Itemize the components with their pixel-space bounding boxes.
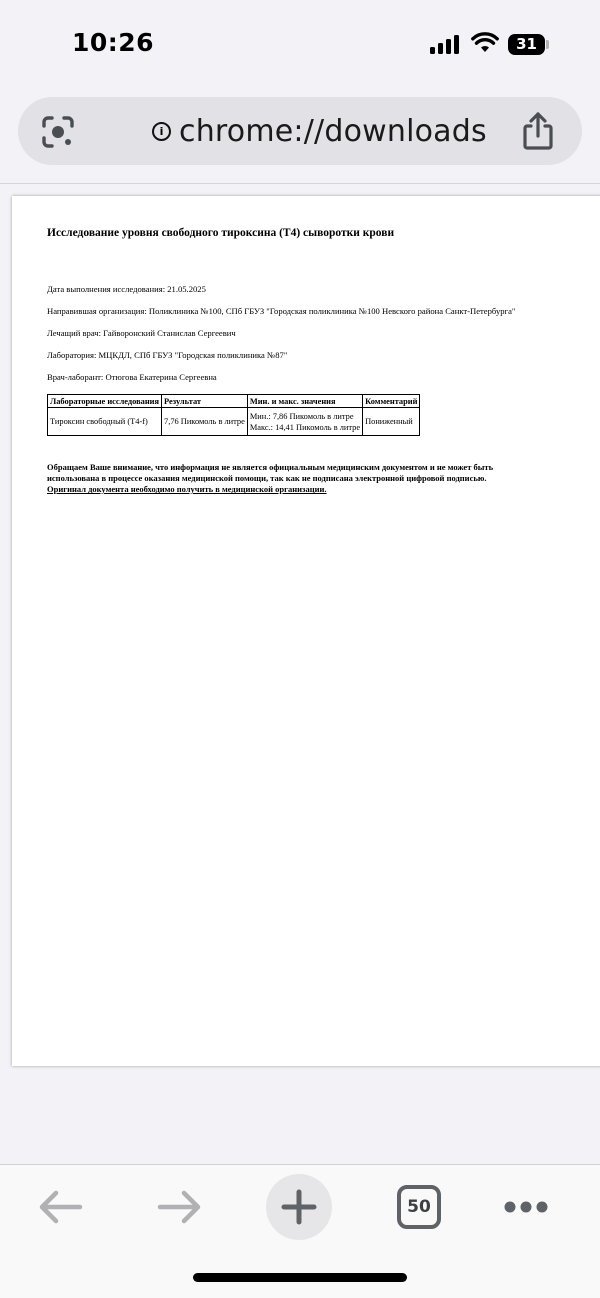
table-row — [48, 408, 420, 436]
column-header-test: Лабораторные исследования — [48, 395, 162, 408]
notice-line-2: использована в процессе оказания медицинской помощи, так как не подписана электронной цифровой подписью. — [47, 473, 487, 483]
forward-arrow-icon — [157, 1189, 203, 1225]
back-button[interactable] — [32, 1183, 88, 1231]
range-max: Макс.: 14,41 Пикомоль в литре — [249, 422, 361, 432]
address-bar[interactable] — [18, 97, 582, 165]
url-text[interactable]: chrome://downloads — [179, 113, 487, 149]
notice-line-3: Оригинал документа необходимо получить в медицинской организации. — [47, 484, 327, 494]
meta-laboratory: Лаборатория: МЦКДЛ, СПб ГБУЗ "Городская поликлиника №87" — [47, 350, 288, 360]
cell-result: 7,76 Пикомоль в литре — [162, 408, 248, 436]
cell-range — [247, 408, 362, 436]
column-header-result: Результат — [162, 395, 248, 408]
wifi-icon — [471, 31, 499, 55]
status-bar — [0, 0, 600, 90]
battery-tip — [546, 40, 549, 49]
more-dots-icon — [503, 1201, 549, 1213]
plus-icon — [281, 1189, 317, 1225]
document-viewer[interactable] — [0, 184, 600, 1164]
tab-switcher-icon: 50 — [397, 1185, 441, 1229]
notice-line-1: Обращаем Ваше внимание, что информация не является официальным медицинским документом и не может быть — [47, 462, 494, 472]
tab-switcher-button[interactable] — [395, 1182, 443, 1232]
share-icon[interactable] — [520, 111, 556, 151]
column-header-comment: Комментарий — [363, 395, 420, 408]
url-display[interactable] — [152, 111, 487, 151]
status-time: 10:26 — [72, 28, 155, 57]
column-header-range: Мин. и макс. значения — [247, 395, 362, 408]
meta-organization: Направившая организация: Поликлиника №100, СПб ГБУЗ "Городская поликлиника №100 Невского района Санкт-Петербурга" — [47, 306, 516, 316]
cell-test: Тироксин свободный (Т4-f) — [48, 408, 162, 436]
home-indicator[interactable] — [193, 1273, 407, 1282]
disclaimer-notice — [47, 462, 599, 495]
forward-button[interactable] — [152, 1183, 208, 1231]
meta-doctor: Лечащий врач: Гайворонский Станислав Сергеевич — [47, 328, 236, 338]
lens-icon[interactable] — [40, 114, 76, 150]
range-min: Мин.: 7,86 Пикомоль в литре — [249, 411, 354, 421]
cell-comment: Пониженный — [363, 408, 420, 436]
more-menu-button[interactable] — [500, 1189, 552, 1225]
results-table — [47, 394, 420, 436]
document-page — [12, 196, 600, 1066]
new-tab-button[interactable] — [266, 1174, 332, 1240]
back-arrow-icon — [37, 1189, 83, 1225]
info-icon[interactable]: i — [152, 122, 171, 141]
meta-date: Дата выполнения исследования: 21.05.2025 — [47, 284, 206, 294]
signal-icon — [430, 34, 462, 54]
battery-icon: 31 — [508, 34, 545, 55]
document-title: Исследование уровня свободного тироксина (Т4) сыворотки крови — [47, 227, 395, 239]
table-header-row — [48, 395, 420, 408]
meta-lab-technician: Врач-лаборант: Отюгова Екатерина Сергеевна — [47, 372, 217, 382]
